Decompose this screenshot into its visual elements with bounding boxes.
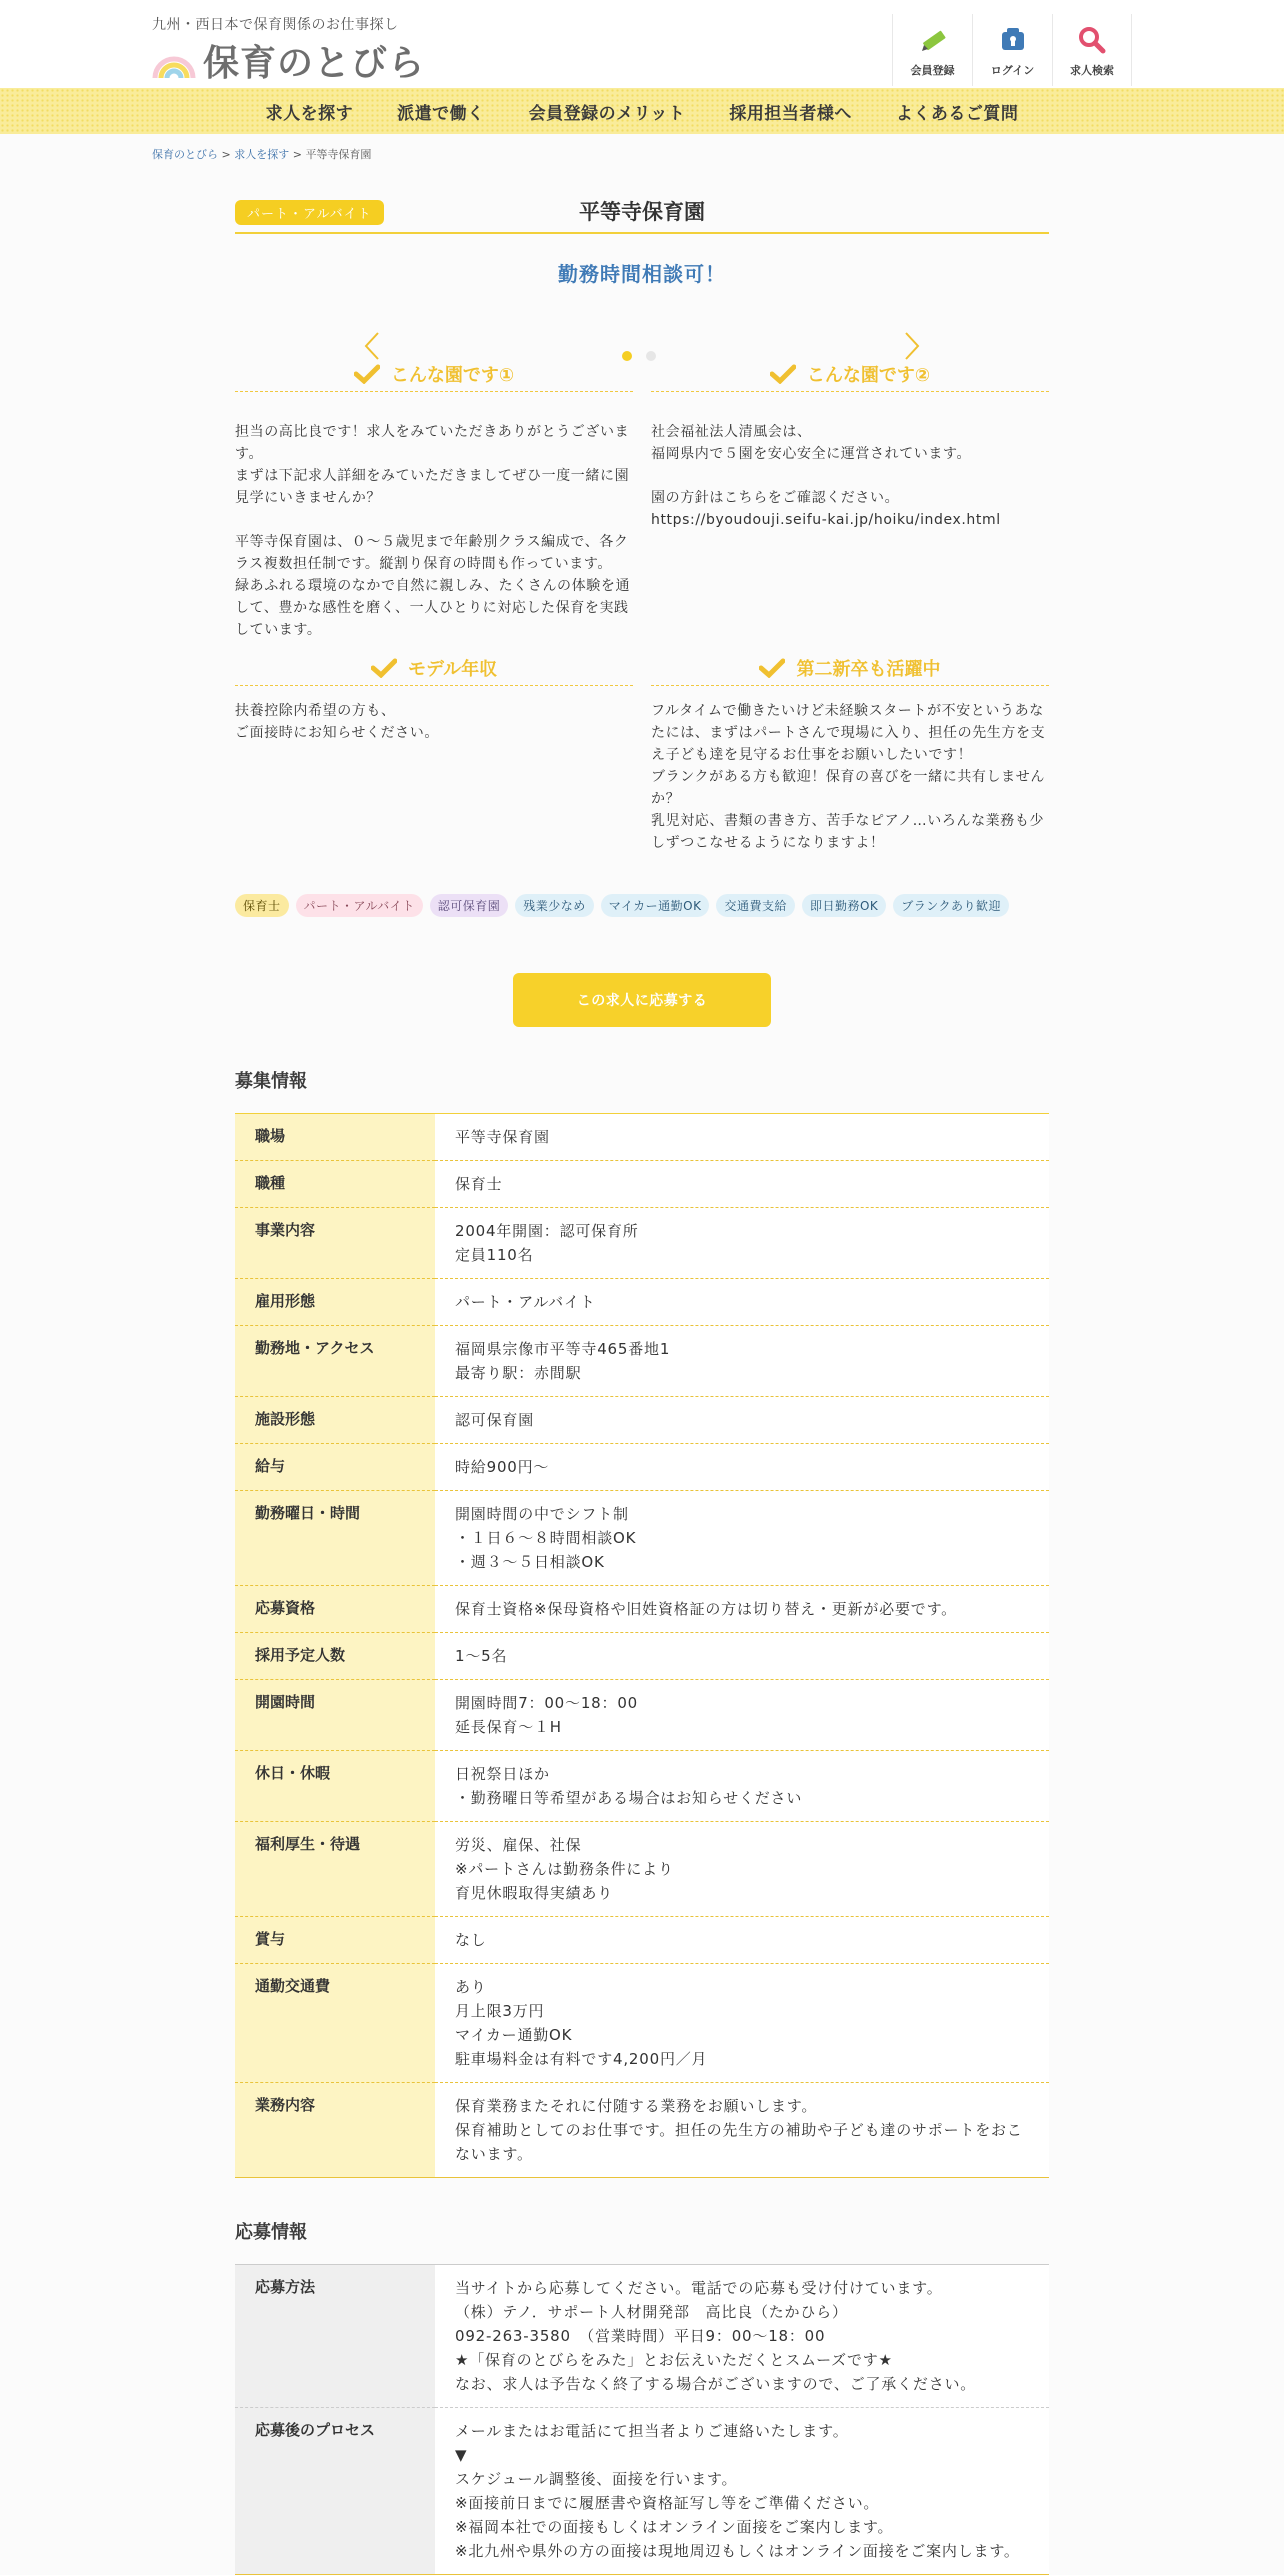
row-label: 雇用形態	[235, 1279, 435, 1326]
tag: マイカー通勤OK	[601, 894, 710, 917]
rainbow-logo-icon	[151, 40, 197, 80]
table-row	[235, 1279, 1049, 1326]
row-value: 労災、雇保、社保 ※パートさんは勤務条件により 育児休暇取得実績あり	[435, 1822, 1049, 1917]
tag: 残業少なめ	[515, 894, 594, 917]
table-row	[235, 1326, 1049, 1397]
model-income-text: 扶養控除内希望の方も、 ご面接時にお知らせください。	[235, 703, 439, 741]
site-logo[interactable]	[151, 38, 425, 82]
breadcrumb-find-jobs[interactable]: 求人を探す	[234, 148, 290, 161]
nav-dispatch[interactable]: 派遣で働く	[397, 103, 485, 124]
table-row	[235, 1964, 1049, 2083]
check-icon	[354, 364, 380, 384]
second-graduate-heading	[651, 655, 1049, 686]
row-value: 開園時間の中でシフト制 ・１日６～８時間相談OK ・週３～５日相談OK	[435, 1491, 1049, 1586]
row-value: 時給900円～	[435, 1444, 1049, 1491]
employment-type-badge: パート・アルバイト	[235, 200, 384, 225]
table-row	[235, 1586, 1049, 1633]
feature-slider	[235, 327, 1049, 407]
table-row	[235, 2265, 1049, 2408]
job-search-button[interactable]	[1052, 14, 1132, 86]
breadcrumb-separator: >	[289, 148, 306, 161]
job-search-label: 求人検索	[1070, 64, 1114, 77]
table-row	[235, 1680, 1049, 1751]
model-income-heading	[235, 655, 633, 686]
row-value: 1～5名	[435, 1633, 1049, 1680]
tag: 即日勤務OK	[802, 894, 886, 917]
row-value: メールまたはお電話にて担当者よりご連絡いたします。 ▼ スケジュール調整後、面接を行います。 ※面接前日までに履歴書や資格証写し等をご準備ください。 ※福岡本社での面接もしくはオンライン面接をご案内します。 ※北九州や県外の方の面接は現地周辺もしくはオンライン面接をご案内します。	[435, 2408, 1049, 2575]
slider-dot-1[interactable]	[622, 351, 632, 361]
chevron-right-icon	[902, 331, 922, 361]
table-row	[235, 1822, 1049, 1917]
row-label: 職場	[235, 1114, 435, 1161]
tag: 交通費支給	[716, 894, 795, 917]
row-label: 施設形態	[235, 1397, 435, 1444]
tag: ブランクあり歓迎	[893, 894, 1009, 917]
check-icon	[770, 364, 796, 384]
tag: パート・アルバイト	[296, 894, 423, 917]
table-row	[235, 1397, 1049, 1444]
feature-text-2: 社会福祉法人清風会は、 福岡県内で５園を安心安全に運営されています。 園の方針はこちらをご確認ください。 https://byoudouji.seifu-kai.jp/hoiku/index.html	[651, 424, 1001, 528]
apply-button[interactable]: この求人に応募する	[513, 973, 771, 1027]
slider-next-button[interactable]	[902, 331, 922, 361]
catch-copy: 勤務時間相談可！	[558, 262, 726, 286]
table-row	[235, 1633, 1049, 1680]
table-row	[235, 2408, 1049, 2575]
nav-for-recruiters[interactable]: 採用担当者様へ	[729, 103, 852, 124]
row-label: 業務内容	[235, 2083, 435, 2178]
table-row	[235, 2083, 1049, 2178]
nav-member-merits[interactable]: 会員登録のメリット	[528, 103, 686, 124]
feature-row-1	[235, 421, 1049, 641]
feature-heading-2	[651, 361, 1049, 392]
row-value: 保育士資格※保母資格や旧姓資格証の方は切り替え・更新が必要です。	[435, 1586, 1049, 1633]
feature-heading-1	[235, 361, 633, 392]
row-label: 開園時間	[235, 1680, 435, 1751]
row-value: 保育士	[435, 1161, 1049, 1208]
tag: 認可保育園	[430, 894, 509, 917]
job-detail	[235, 188, 1049, 2575]
feature-row-2	[235, 655, 1049, 854]
row-label: 応募方法	[235, 2265, 435, 2408]
row-value: 開園時間7：00～18：00 延長保育～１H	[435, 1680, 1049, 1751]
slider-dots	[622, 351, 656, 361]
row-value: パート・アルバイト	[435, 1279, 1049, 1326]
row-label: 応募後のプロセス	[235, 2408, 435, 2575]
table-row	[235, 1491, 1049, 1586]
second-graduate-text: フルタイムで働きたいけど未経験スタートが不安というあなたには、まずはパートさんで現場に入り、担任の先生方を支え子ども達を見守るお仕事をお願いしたいです！ ブランクがある方も歓迎！保育の喜びを一緒に共有しませんか？ 乳児対応、書類の書き方、苦手なピアノ…いろんな業務も少しずつこなせるようになりますよ！	[651, 703, 1046, 851]
row-value: 日祝祭日ほか ・勤務曜日等希望がある場合はお知らせください	[435, 1751, 1049, 1822]
row-label: 応募資格	[235, 1586, 435, 1633]
table-row	[235, 1444, 1049, 1491]
page-title: 平等寺保育園	[579, 200, 705, 224]
row-value: 平等寺保育園	[435, 1114, 1049, 1161]
row-label: 事業内容	[235, 1208, 435, 1279]
feature-text-1: 担当の高比良です！求人をみていただきありがとうございます。 まずは下記求人詳細をみていただきましてぜひ一度一緒に園見学にいきませんか？ 平等寺保育園は、０～５歳児まで年齢別クラス編成で、各クラス複数担任制です。縦割り保育の時間も作っています。 緑あふれる環境のなかで自然に親しみ、たくさんの体験を通して、豊かな感性を磨く、一人ひとりに対応した保育を実践しています。	[235, 424, 631, 638]
slider-dot-2[interactable]	[646, 351, 656, 361]
row-value: 2004年開園：認可保育所 定員110名	[435, 1208, 1049, 1279]
row-label: 給与	[235, 1444, 435, 1491]
job-tags	[235, 894, 1049, 917]
row-label: 賞与	[235, 1917, 435, 1964]
feature-heading-label: こんな園です②	[806, 365, 931, 386]
row-label: 福利厚生・待遇	[235, 1822, 435, 1917]
row-label: 勤務曜日・時間	[235, 1491, 435, 1586]
register-label: 会員登録	[910, 64, 955, 77]
row-label: 通勤交通費	[235, 1964, 435, 2083]
check-icon	[371, 658, 397, 678]
breadcrumb-current: 平等寺保育園	[305, 148, 372, 161]
row-value: 保育業務またそれに付随する業務をお願いします。 保育補助としてのお仕事です。担任の先生方の補助や子ども達のサポートをおこないます。	[435, 2083, 1049, 2178]
feature-heading-label: こんな園です①	[390, 365, 515, 386]
breadcrumb-home[interactable]: 保育のとびら	[152, 148, 218, 161]
row-value: なし	[435, 1917, 1049, 1964]
tag: 保育士	[235, 894, 289, 917]
row-label: 休日・休暇	[235, 1751, 435, 1822]
model-income-label: モデル年収	[407, 659, 498, 680]
table-row	[235, 1208, 1049, 1279]
second-graduate-label: 第二新卒も活躍中	[796, 659, 941, 680]
table-row	[235, 1114, 1049, 1161]
login-label: ログイン	[990, 64, 1035, 77]
global-nav	[0, 88, 1284, 134]
application-info-heading: 応募情報	[235, 2222, 307, 2243]
logo-text: 保育のとびら	[203, 42, 426, 84]
breadcrumb	[152, 146, 371, 162]
table-row	[235, 1751, 1049, 1822]
row-value: 認可保育園	[435, 1397, 1049, 1444]
table-row	[235, 1161, 1049, 1208]
row-label: 採用予定人数	[235, 1633, 435, 1680]
job-title-bar	[235, 188, 1049, 234]
site-tagline: 九州・西日本で保育関係のお仕事探し	[152, 17, 399, 33]
search-icon	[1076, 24, 1108, 56]
row-label: 職種	[235, 1161, 435, 1208]
row-value: あり 月上限3万円 マイカー通勤OK 駐車場料金は有料です4,200円／月	[435, 1964, 1049, 2083]
pencil-icon	[917, 24, 949, 56]
recruitment-info-heading: 募集情報	[235, 1071, 307, 1092]
chevron-left-icon	[362, 331, 382, 361]
register-button[interactable]	[892, 14, 972, 86]
header-icon-menu	[892, 14, 1132, 86]
login-icon	[997, 24, 1029, 56]
table-row	[235, 1917, 1049, 1964]
nav-find-jobs[interactable]: 求人を探す	[265, 103, 354, 124]
row-value: 当サイトから応募してください。電話での応募も受け付けています。 （株）テノ．サポート人材開発部 高比良（たかひら） 092-263-3580 （営業時間）平日9：00～18：00 ★「保育のとびらをみた」とお伝えいただくとスムーズです★ なお、求人は予告なく終了する場合がございますので、ご了承ください。	[435, 2265, 1049, 2408]
login-button[interactable]	[972, 14, 1052, 86]
application-info-table	[235, 2264, 1049, 2575]
breadcrumb-separator: >	[218, 148, 235, 161]
check-icon	[759, 658, 785, 678]
site-header	[0, 0, 1284, 88]
slider-prev-button[interactable]	[362, 331, 382, 361]
recruitment-info-table	[235, 1113, 1049, 2178]
nav-faq[interactable]: よくあるご質問	[895, 103, 1019, 124]
row-label: 勤務地・アクセス	[235, 1326, 435, 1397]
row-value: 福岡県宗像市平等寺465番地1 最寄り駅：赤間駅	[435, 1326, 1049, 1397]
